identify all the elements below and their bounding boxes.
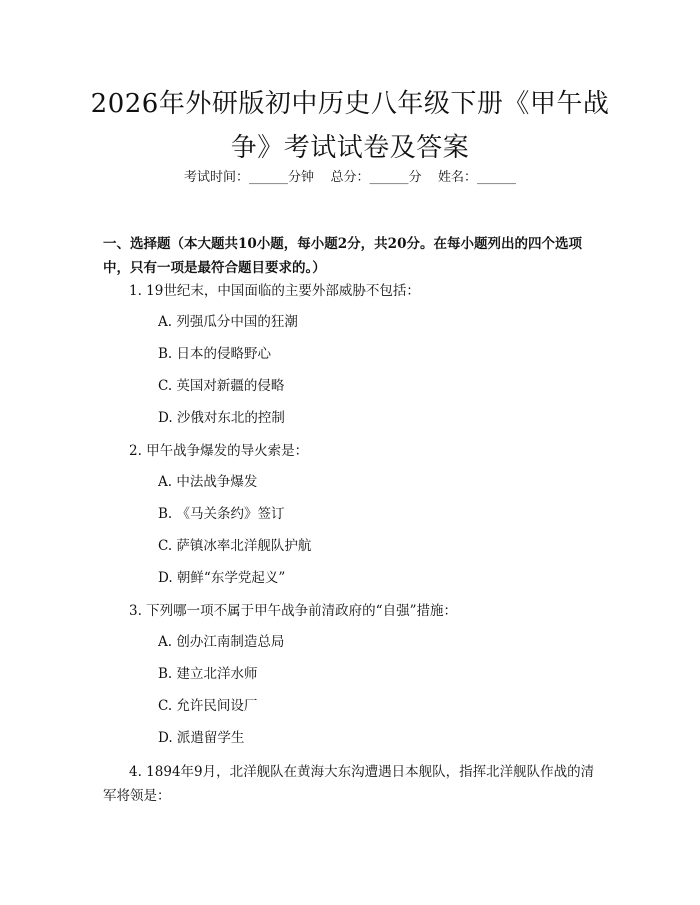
question-option: A. 创办江南制造总局: [158, 634, 285, 650]
question-option: C. 英国对新疆的侵略: [158, 378, 285, 394]
question-option: A. 中法战争爆发: [158, 474, 258, 490]
document-title: 2026年外研版初中历史八年级下册《甲午战争》考试试卷及答案: [90, 89, 610, 163]
exam-info-line: 考试时间：______分钟 总分：______分 姓名：______: [183, 170, 517, 185]
question-option: D. 朝鲜“东学党起义”: [158, 570, 286, 586]
question-stem: 3. 下列哪一项不属于甲午战争前清政府的“自强”措施：: [129, 603, 457, 619]
question-stem: 4. 1894年9月，北洋舰队在黄海大东沟遭遇日本舰队，指挥北洋舰队作战的清军将领是：: [103, 764, 595, 804]
question-option: D. 派遣留学生: [158, 730, 245, 746]
section-heading: 一、选择题（本大题共10小题，每小题2分，共20分。在每小题列出的四个选项中，只有一项是最符合题目要求的。）: [103, 236, 582, 276]
question-option: B. 日本的侵略野心: [158, 346, 272, 362]
question-option: C. 萨镇冰率北洋舰队护航: [158, 538, 312, 554]
question-option: B. 建立北洋水师: [158, 666, 258, 682]
question-option: C. 允许民间设厂: [158, 698, 258, 714]
question-stem: 1. 19世纪末，中国面临的主要外部威胁不包括：: [129, 283, 420, 299]
question-option: D. 沙俄对东北的控制: [158, 410, 285, 426]
question-stem: 2. 甲午战争爆发的导火索是：: [129, 443, 309, 459]
question-option: B. 《马关条约》签订: [158, 506, 285, 522]
question-option: A. 列强瓜分中国的狂潮: [158, 314, 298, 330]
